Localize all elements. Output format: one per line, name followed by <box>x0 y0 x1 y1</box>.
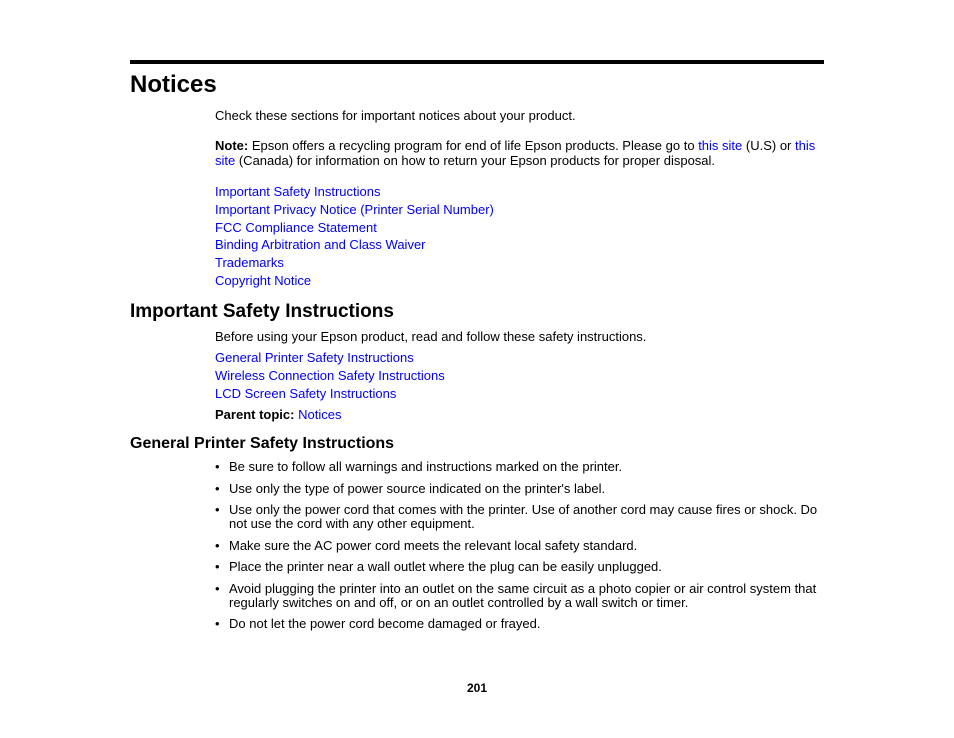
link-important-safety-instructions[interactable]: Important Safety Instructions <box>215 184 381 199</box>
bullet-text: Make sure the AC power cord meets the relevant local safety standard. <box>229 537 638 553</box>
note-label: Note: <box>215 138 249 153</box>
list-item <box>215 237 494 255</box>
parent-topic-label: Parent topic: <box>215 407 295 422</box>
list-item <box>215 386 445 404</box>
bullet-text: Avoid plugging the printer into an outlet on the same circuit as a photo copier or air control system that regularly switches on and off, or on an outlet controlled by a wall switch or timer. <box>229 580 817 610</box>
general-section-heading: General Printer Safety Instructions <box>130 435 395 452</box>
link-general-printer-safety[interactable]: General Printer Safety Instructions <box>215 350 414 365</box>
bullet-text: Use only the type of power source indicated on the printer's label. <box>229 480 606 496</box>
list-item <box>215 184 494 202</box>
link-wireless-connection-safety[interactable]: Wireless Connection Safety Instructions <box>215 367 445 383</box>
note-text-after: (Canada) for information on how to return your Epson products for proper disposal. <box>235 153 716 168</box>
bullet-icon: • <box>215 459 220 474</box>
list-item <box>215 255 494 273</box>
canada-site-link[interactable]: this site <box>215 138 816 168</box>
list-item <box>215 482 824 496</box>
list-item <box>215 560 824 574</box>
list-item <box>215 220 494 238</box>
page-number: 201 <box>466 681 488 695</box>
link-fcc-compliance[interactable]: FCC Compliance Statement <box>215 219 377 235</box>
list-item <box>215 539 824 553</box>
us-site-link[interactable]: this site <box>698 138 743 153</box>
bullet-text: Be sure to follow all warnings and instructions marked on the printer. <box>229 459 623 474</box>
link-binding-arbitration[interactable]: Binding Arbitration and Class Waiver <box>215 237 426 253</box>
bullet-icon: • <box>215 559 220 574</box>
safety-intro-text: Before using your Epson product, read and follow these safety instructions. <box>215 329 647 344</box>
link-copyright-notice[interactable]: Copyright Notice <box>215 272 312 288</box>
list-item <box>215 503 824 531</box>
intro-text: Check these sections for important notices about your product. <box>215 108 576 123</box>
bullet-text: Place the printer near a wall outlet where the plug can be easily unplugged. <box>229 559 662 574</box>
bullet-text: Do not let the power cord become damaged or frayed. <box>229 616 541 631</box>
link-trademarks[interactable]: Trademarks <box>215 255 284 271</box>
recycling-note <box>215 138 824 168</box>
safety-section-heading: Important Safety Instructions <box>130 301 394 322</box>
safety-links-list <box>215 350 445 403</box>
notice-links-list <box>215 184 494 291</box>
bullet-icon: • <box>215 580 220 596</box>
bullet-text: Use only the power cord that comes with the printer. Use of another cord may cause fires or shock. Do not use the cord with any other equipment. <box>229 502 818 531</box>
bullet-icon: • <box>215 502 220 517</box>
list-item <box>215 617 824 631</box>
title-rule <box>130 60 824 64</box>
parent-topic-link[interactable]: Notices <box>298 407 342 422</box>
bullet-icon: • <box>215 480 220 496</box>
list-item <box>215 582 824 610</box>
safety-bullet-list <box>215 460 824 639</box>
list-item <box>215 350 445 368</box>
note-text-before: Epson offers a recycling program for end of life Epson products. Please go to <box>248 138 699 153</box>
link-lcd-screen-safety[interactable]: LCD Screen Safety Instructions <box>215 385 397 401</box>
list-item <box>215 460 824 474</box>
list-item <box>215 202 494 220</box>
bullet-icon: • <box>215 616 220 631</box>
parent-topic <box>215 407 824 422</box>
list-item <box>215 368 445 386</box>
note-text-middle: (U.S) or <box>742 138 795 153</box>
bullet-icon: • <box>215 537 220 553</box>
page-title: Notices <box>130 71 217 98</box>
list-item <box>215 273 494 291</box>
link-privacy-notice[interactable]: Important Privacy Notice (Printer Serial Number) <box>215 201 494 217</box>
